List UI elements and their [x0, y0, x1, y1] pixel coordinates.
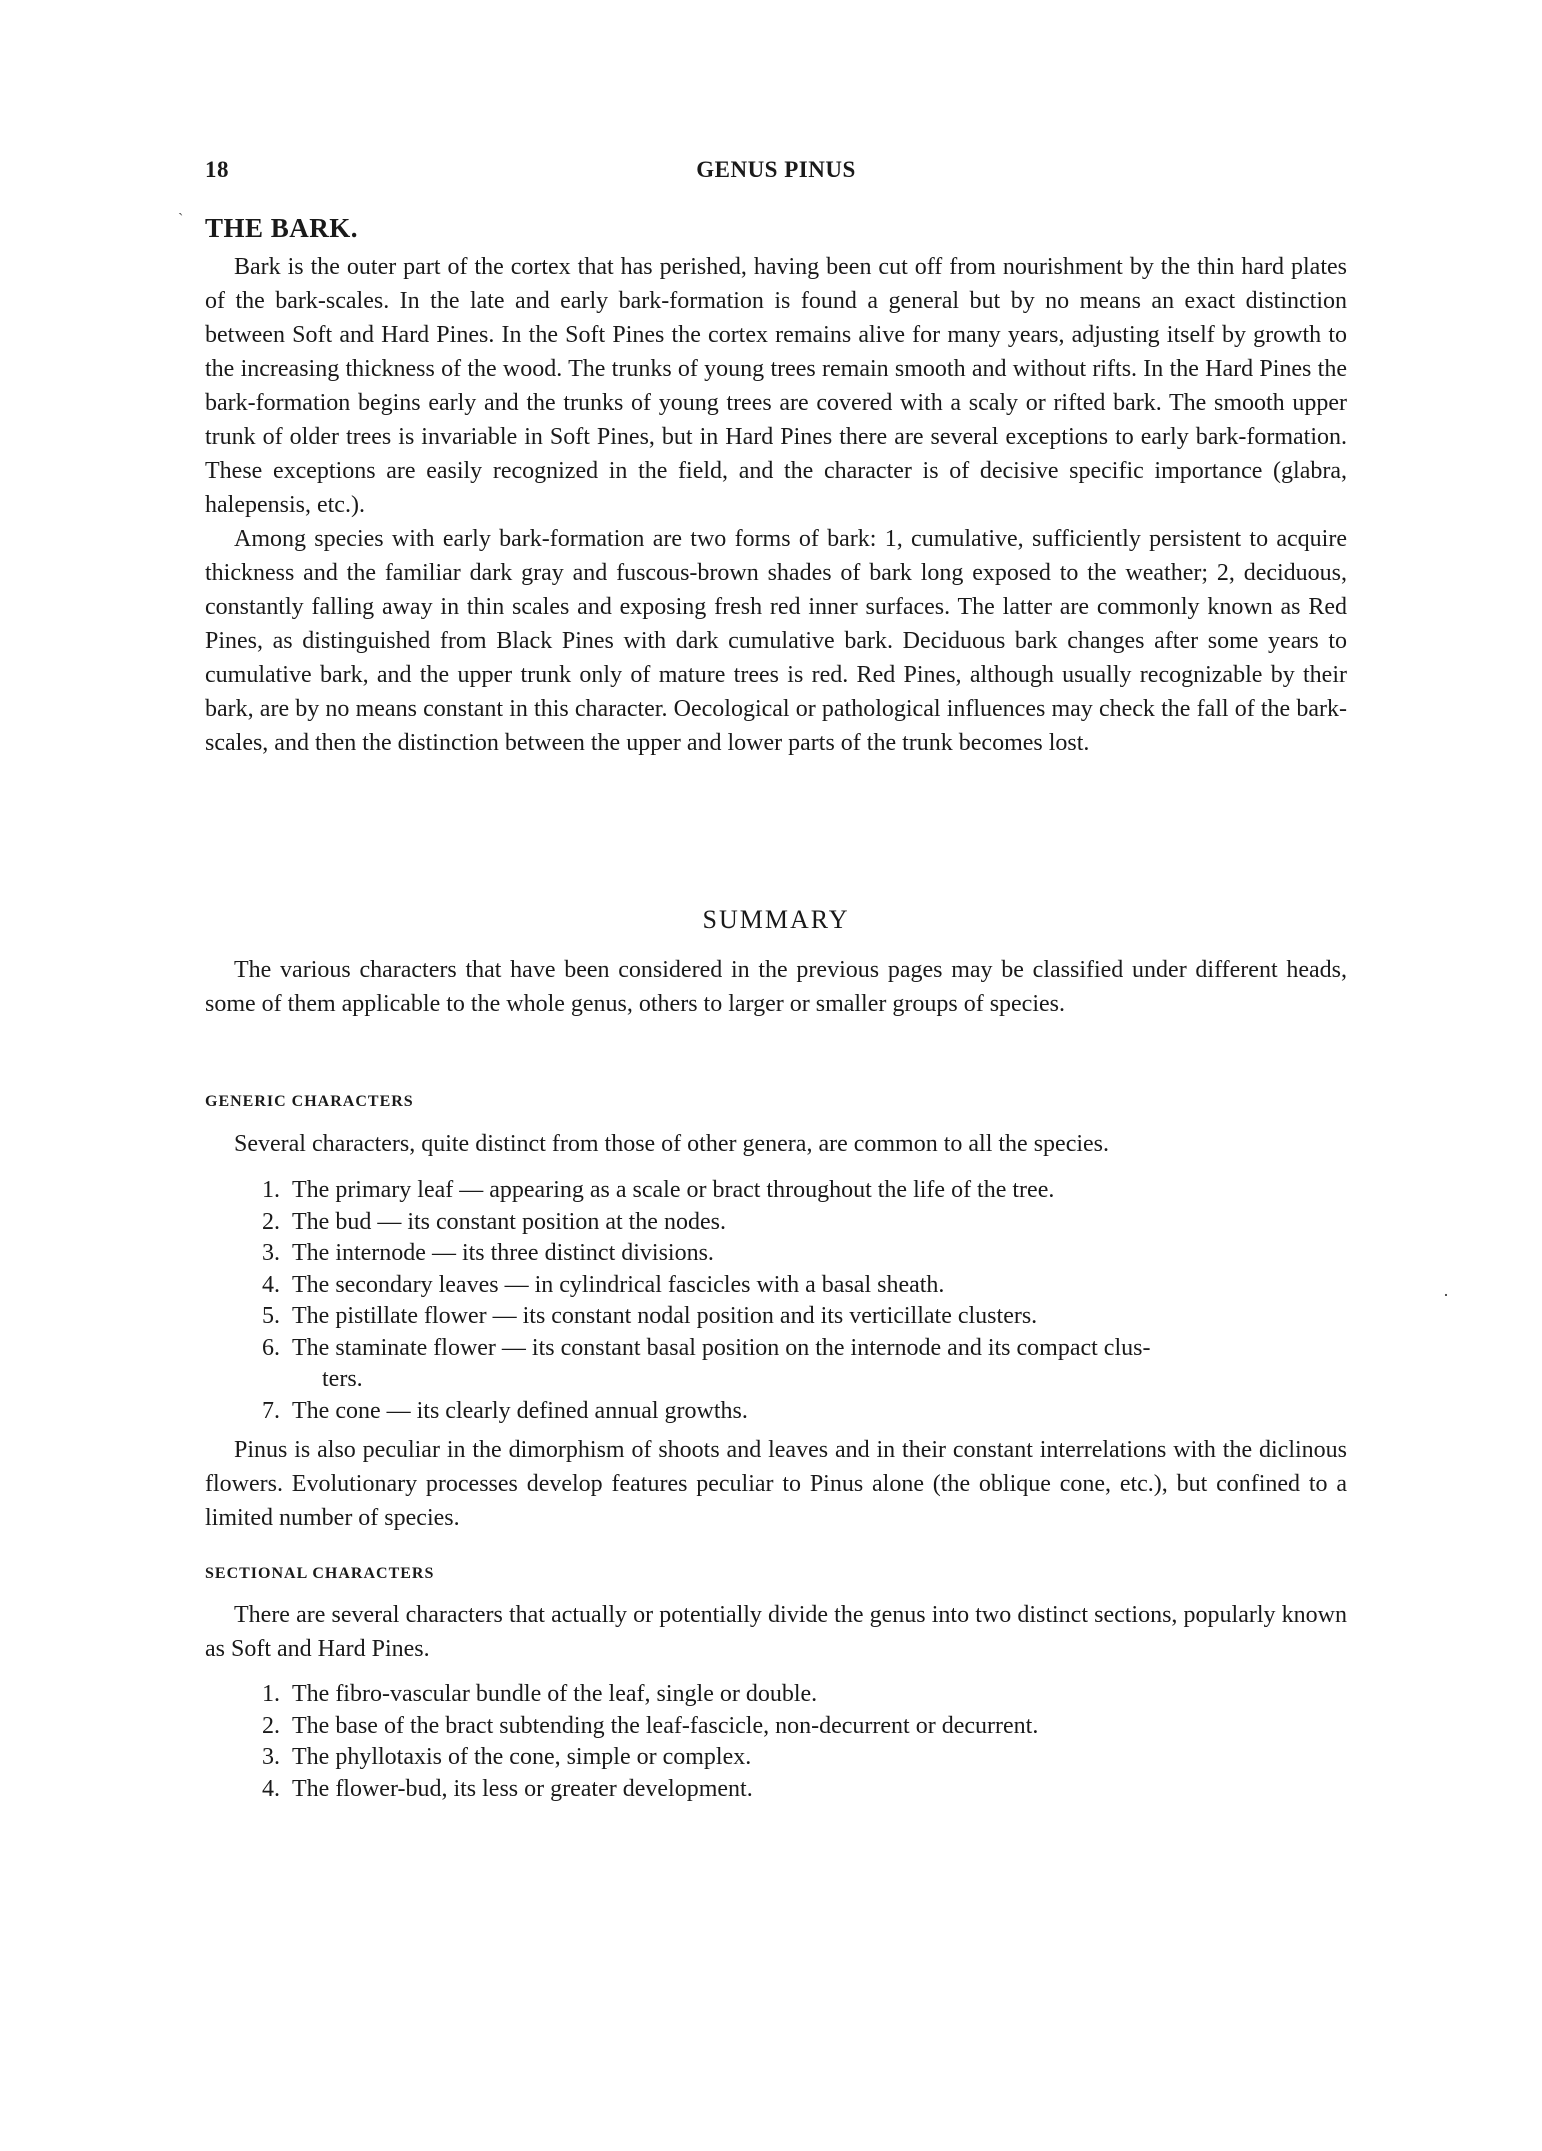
- sectional-heading: SECTIONAL CHARACTERS: [205, 1565, 435, 1582]
- list-number: 5.: [262, 1303, 280, 1329]
- sectional-list: [262, 1679, 1347, 1805]
- list-number: 3.: [262, 1744, 280, 1770]
- list-item: [262, 1333, 1347, 1396]
- summary-title: SUMMARY: [702, 905, 850, 934]
- list-text: The internode — its three distinct divisions.: [292, 1240, 714, 1266]
- list-item: [262, 1774, 1347, 1806]
- list-text: The secondary leaves — in cylindrical fascicles with a basal sheath.: [292, 1271, 945, 1298]
- list-item: [262, 1396, 1347, 1428]
- list-text: The fibro-vascular bundle of the leaf, single or double.: [292, 1681, 818, 1707]
- generic-closing: Pinus is also peculiar in the dimorphism of shoots and leaves and in their constant interrelations with the diclinous flowers. Evolutionary processes develop features peculiar to Pinus alone (the oblique cone, etc.), but confined to a limited number of species.: [205, 1437, 1347, 1531]
- list-number: 1.: [262, 1177, 280, 1203]
- list-number: 7.: [262, 1397, 280, 1424]
- list-number: 3.: [262, 1240, 280, 1266]
- sectional-intro: There are several characters that actually or potentially divide the genus into two distinct sections, popularly known as Soft and Hard Pines.: [205, 1602, 1347, 1662]
- list-item: [262, 1742, 1347, 1774]
- page-number: 18: [205, 157, 229, 182]
- list-text-continuation: ters.: [322, 1366, 363, 1392]
- list-number: 2.: [262, 1712, 280, 1739]
- generic-intro: Several characters, quite distinct from those of other genera, are common to all the species.: [234, 1131, 1110, 1157]
- margin-mark: `: [178, 211, 184, 228]
- list-number: 2.: [262, 1208, 280, 1235]
- bark-body: [205, 250, 1347, 760]
- list-number: 6.: [262, 1334, 280, 1361]
- running-head: GENUS PINUS: [696, 157, 856, 182]
- page-header: [205, 157, 1347, 187]
- list-text: The staminate flower — its constant basal position on the internode and its compact clus-: [292, 1334, 1151, 1361]
- generic-heading: GENERIC CHARACTERS: [205, 1093, 414, 1110]
- list-number: 4.: [262, 1775, 280, 1802]
- list-text: The base of the bract subtending the leaf-fascicle, non-decurrent or decurrent.: [292, 1712, 1039, 1739]
- generic-intro-block: [205, 1127, 1347, 1161]
- list-number: 4.: [262, 1271, 280, 1298]
- list-item: [262, 1175, 1347, 1207]
- bark-paragraph-1: Bark is the outer part of the cortex that has perished, having been cut off from nourishment by the thin hard plates of the bark-scales. In the late and early bark-formation is found a general but by no means an exact distinction between Soft and Hard Pines. In the Soft Pines the cortex remains alive for many years, adjusting itself by growth to the increasing thickness of the wood. The trunks of young trees remain smooth and without rifts. In the Hard Pines the bark-formation begins early and the trunks of young trees are covered with a scaly or rifted bark. The smooth upper trunk of older trees is invariable in Soft Pines, but in Hard Pines there are several exceptions to early bark-formation. These exceptions are easily recognized in the field, and the character is of decisive specific importance (glabra, halepensis, etc.).: [205, 254, 1347, 518]
- bark-paragraph-2: Among species with early bark-formation are two forms of bark: 1, cumulative, sufficiently persistent to acquire thickness and the familiar dark gray and fuscous-brown shades of bark long exposed to the weather; 2, deciduous, constantly falling away in thin scales and exposing fresh red inner surfaces. The latter are commonly known as Red Pines, as distinguished from Black Pines with dark cumulative bark. Deciduous bark changes after some years to cumulative bark, and the upper trunk only of mature trees is red. Red Pines, although usually recognizable by their bark, are by no means constant in this character. Oecological or pathological influences may check the fall of the bark-scales, and then the distinction between the upper and lower parts of the trunk becomes lost.: [205, 526, 1347, 756]
- bark-section-title: THE BARK.: [205, 213, 359, 243]
- generic-closing-block: [205, 1433, 1347, 1535]
- list-item: [262, 1238, 1347, 1270]
- generic-list: [262, 1175, 1347, 1427]
- list-text: The bud — its constant position at the nodes.: [292, 1208, 726, 1235]
- list-text: The primary leaf — appearing as a scale or bract throughout the life of the tree.: [292, 1177, 1055, 1203]
- summary-intro: The various characters that have been considered in the previous pages may be classified under different heads, some of them applicable to the whole genus, others to larger or smaller groups of species.: [205, 957, 1347, 1017]
- list-item: [262, 1301, 1347, 1333]
- list-text: The phyllotaxis of the cone, simple or complex.: [292, 1744, 752, 1770]
- summary-intro-block: [205, 953, 1347, 1021]
- list-text: The flower-bud, its less or greater development.: [292, 1775, 753, 1802]
- margin-dot: ·: [1443, 1285, 1449, 1305]
- list-number: 1.: [262, 1681, 280, 1707]
- list-item: [262, 1711, 1347, 1743]
- sectional-intro-block: [205, 1598, 1347, 1666]
- list-item: [262, 1679, 1347, 1711]
- list-item: [262, 1270, 1347, 1302]
- list-text: The cone — its clearly defined annual growths.: [292, 1397, 748, 1424]
- list-text: The pistillate flower — its constant nodal position and its verticillate clusters.: [292, 1303, 1038, 1329]
- list-item: [262, 1207, 1347, 1239]
